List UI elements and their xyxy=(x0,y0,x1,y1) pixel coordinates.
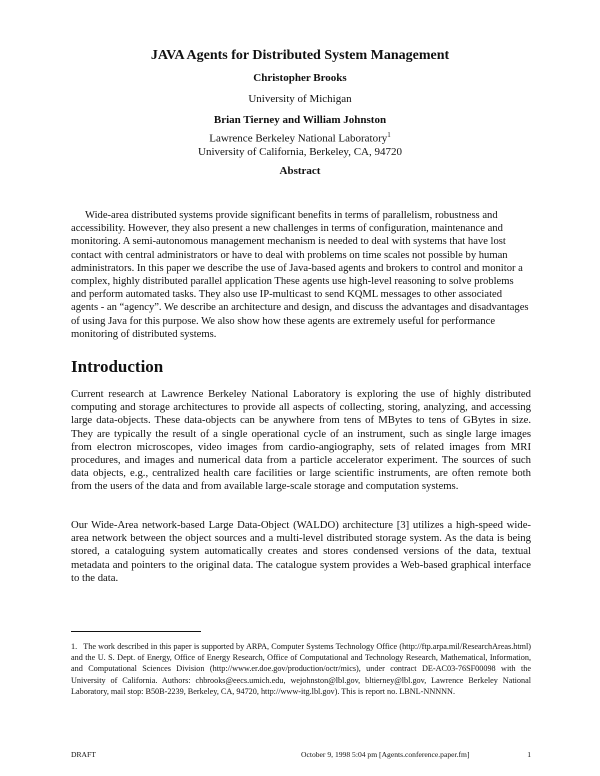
footer-date: October 9, 1998 5:04 pm [Agents.conference.paper.fm] xyxy=(301,750,470,759)
affiliation-2 xyxy=(0,131,600,145)
affiliation-1: University of Michigan xyxy=(248,93,352,105)
footer-draft-label: DRAFT xyxy=(71,750,96,759)
abstract-text: Wide-area distributed systems provide significant benefits in terms of parallelism, robustness and accessibility. However, they also present a new challenges in terms of configuration, maintenance and monitoring. A semi-autonomous management mechanism is needed to deal with systems that have lost contact with central administrators or have to deal with problems on time scales not possible by human administrators. In this paper we describe the use of Java-based agents and brokers to control and monitor a complex, highly distributed parallel application These agents use high-level reasoning to solve problems and perform automated tasks. They also use IP-multicast to send KQML messages to other associated agents - an “agency”. We describe an architecture and design, and discuss the advantages and disadvantages of using Java for this purpose. We also show how these agents are extremely useful for performance monitoring of distributed systems. xyxy=(71,210,529,340)
affiliation-2-text: Lawrence Berkeley National Laboratory xyxy=(209,132,388,145)
footnote-number: 1. xyxy=(71,642,78,651)
intro-paragraph-1: Current research at Lawrence Berkeley National Laboratory is exploring the use of highly distributed computing and storage architectures to provide all aspects of collecting, storing, analyzing, and accessing large data-objects. These data-objects can be anywhere from tens of MBytes to tens of GBytes in size. They are typically the result of a single operational cycle of an instrument, such as single large images from electron microscopes, video images from cardio-angiography, sets of related images from MRI procedures, and images and numerical data from a particle accelerator experiment. The sources of such data objects, e.g., centralized health care facilities or large scientific instruments, are often remote both from the users of the data and from available large-scale storage and computation systems. xyxy=(71,388,531,493)
paper-title: JAVA Agents for Distributed System Management xyxy=(150,48,450,63)
footnote xyxy=(71,641,531,697)
footnote-marker: 1 xyxy=(387,131,391,139)
footnote-rule xyxy=(71,631,201,632)
footer-page-number: 1 xyxy=(527,750,531,759)
introduction-heading: Introduction xyxy=(71,357,164,376)
author-2: Brian Tierney and William Johnston xyxy=(213,114,387,126)
intro-paragraph-2: Our Wide-Area network-based Large Data-Object (WALDO) architecture [3] utilizes a high-speed wide-area network between the object sources and a multi-level distributed storage system. As the data is being stored, a cataloguing system automatically creates and stores condensed versions of the data, textual metadata and pointers to the original data. The catalogue system provides a Web-based graphical interface to the data. xyxy=(71,519,531,584)
author-1: Christopher Brooks xyxy=(253,72,347,84)
abstract-heading: Abstract xyxy=(279,165,321,177)
affiliation-3: University of California, Berkeley, CA, 94720 xyxy=(198,146,402,158)
footnote-text: The work described in this paper is supported by ARPA, Computer Systems Technology Office (http://ftp.arpa.mil/ResearchAreas.html) and the U. S. Dept. of Energy, Office of Energy Research, Office of Computational and Technology Research, Mathematical, Information, and Computational Sciences Division (http://www.er.doe.gov/production/octr/mics), under contract DE-AC03-76SF00098 with the University of California. Authors: chbrooks@eecs.umich.edu, wejohnston@lbl.gov, bltierney@lbl.gov, Lawrence Berkeley National Laboratory, mail stop: B50B-2239, Berkeley, CA, 94720, http://www-itg.lbl.gov). This is report no. LBNL-NNNNN. xyxy=(71,642,531,696)
